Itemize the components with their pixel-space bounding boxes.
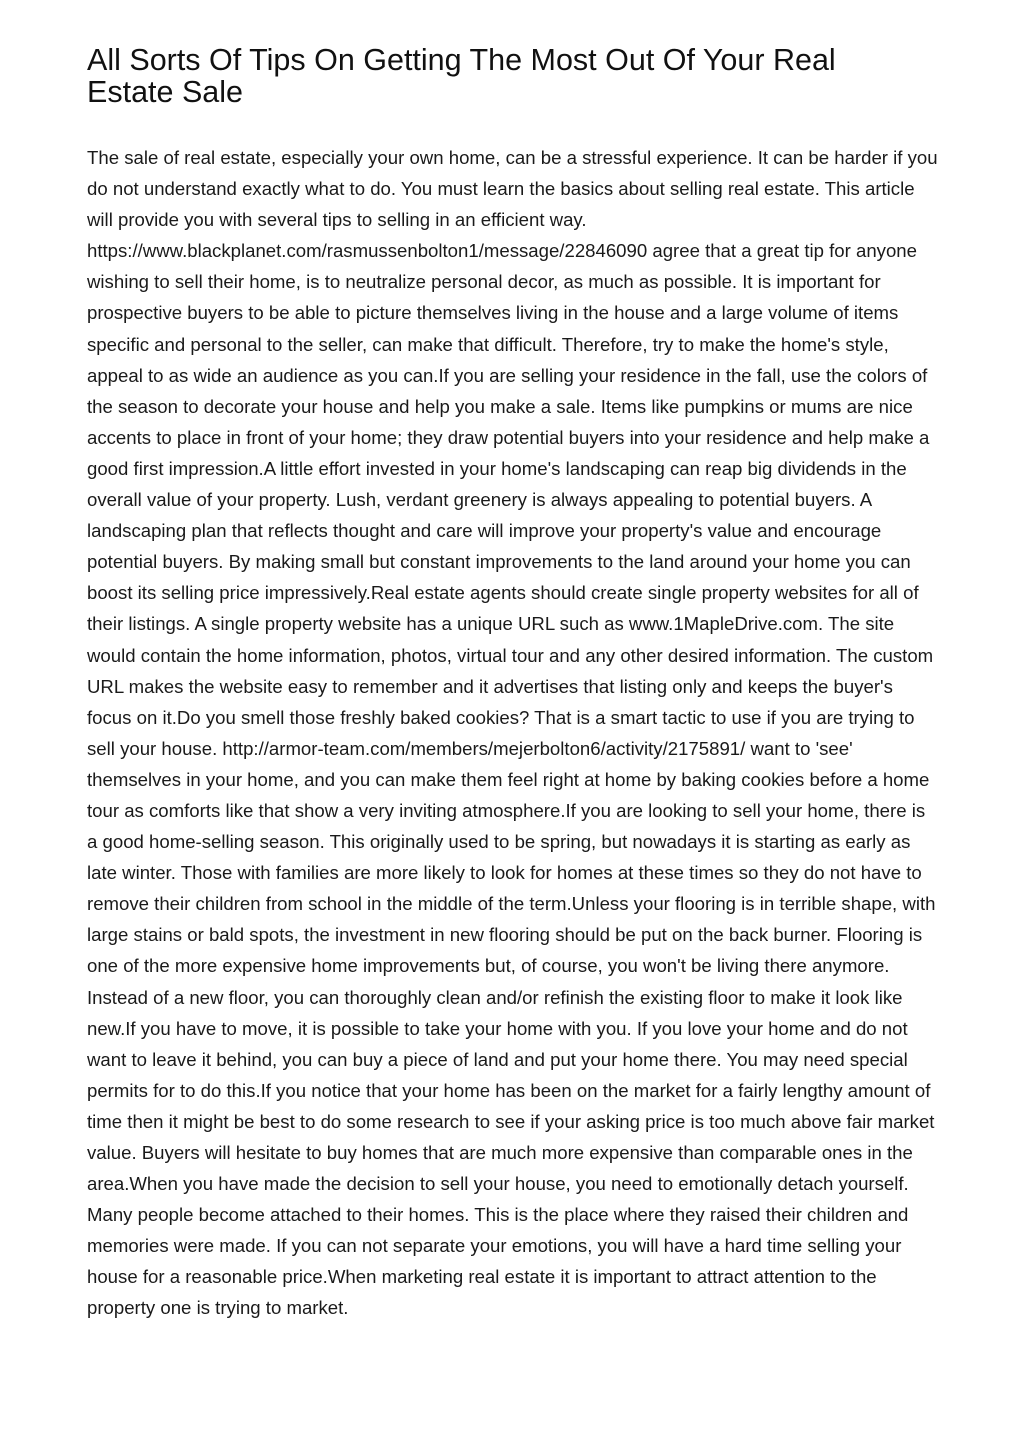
document-title: All Sorts Of Tips On Getting The Most Out Of Your Real Estate Sale (87, 43, 836, 109)
document-page (87, 0, 939, 1324)
document-body: The sale of real estate, especially your own home, can be a stressful experience. It can be harder if you do not understand exactly what to do. You must learn the basics about selling real estate. This article will provide you with several tips to selling in an efficient way. https://www.blackplanet.com/rasmussenbolton1/message/22846090 agree that a great tip for anyone wishing to sell their home, is to neutralize personal decor, as much as possible. It is important for prospective buyers to be able to picture themselves living in the house and a large volume of items specific and personal to the seller, can make that difficult. Therefore, try to make the home's style, appeal to as wide an audience as you can.If you are selling your residence in the fall, use the colors of the season to decorate your house and help you make a sale. Items like pumpkins or mums are nice accents to place in front of your home; they draw potential buyers into your residence and help make a good first impression.A little effort invested in your home's landscaping can reap big dividends in the overall value of your property. Lush, verdant greenery is always appealing to potential buyers. A landscaping plan that reflects thought and care will improve your property's value and encourage potential buyers. By making small but constant improvements to the land around your home you can boost its selling price impressively.Real estate agents should create single property websites for all of their listings. A single property website has a unique URL such as www.1MapleDrive.com. The site would contain the home information, photos, virtual tour and any other desired information. The custom URL makes the website easy to remember and it advertises that listing only and keeps the buyer's focus on it.Do you smell those freshly baked cookies? That is a smart tactic to use if you are trying to sell your house. http://armor-team.com/members/mejerbolton6/activity/2175891/ want to 'see' themselves in your home, and you can make them feel right at home by baking cookies before a home tour as comforts like that show a very inviting atmosphere.If you are looking to sell your home, there is a good home-selling season. This originally used to be spring, but nowadays it is starting as early as late winter. Those with families are more likely to look for homes at these times so they do not have to remove their children from school in the middle of the term.Unless your flooring is in terrible shape, with large stains or bald spots, the investment in new flooring should be put on the back burner. Flooring is one of the more expensive home improvements but, of course, you won't be living there anymore. Instead of a new floor, you can thoroughly clean and/or refinish the existing floor to make it look like new.If you have to move, it is possible to take your home with you. If you love your home and do not want to leave it behind, you can buy a piece of land and put your home there. You may need special permits for to do this.If you notice that your home has been on the market for a fairly lengthy amount of time then it might be best to do some research to see if your asking price is too much above fair market value. Buyers will hesitate to buy homes that are much more expensive than comparable ones in the area.When you have made the decision to sell your house, you need to emotionally detach yourself. Many people become attached to their homes. This is the place where they raised their children and memories were made. If you can not separate your emotions, you will have a hard time selling your house for a reasonable price.When marketing real estate it is important to attract attention to the property one is trying to market. (87, 147, 938, 1319)
